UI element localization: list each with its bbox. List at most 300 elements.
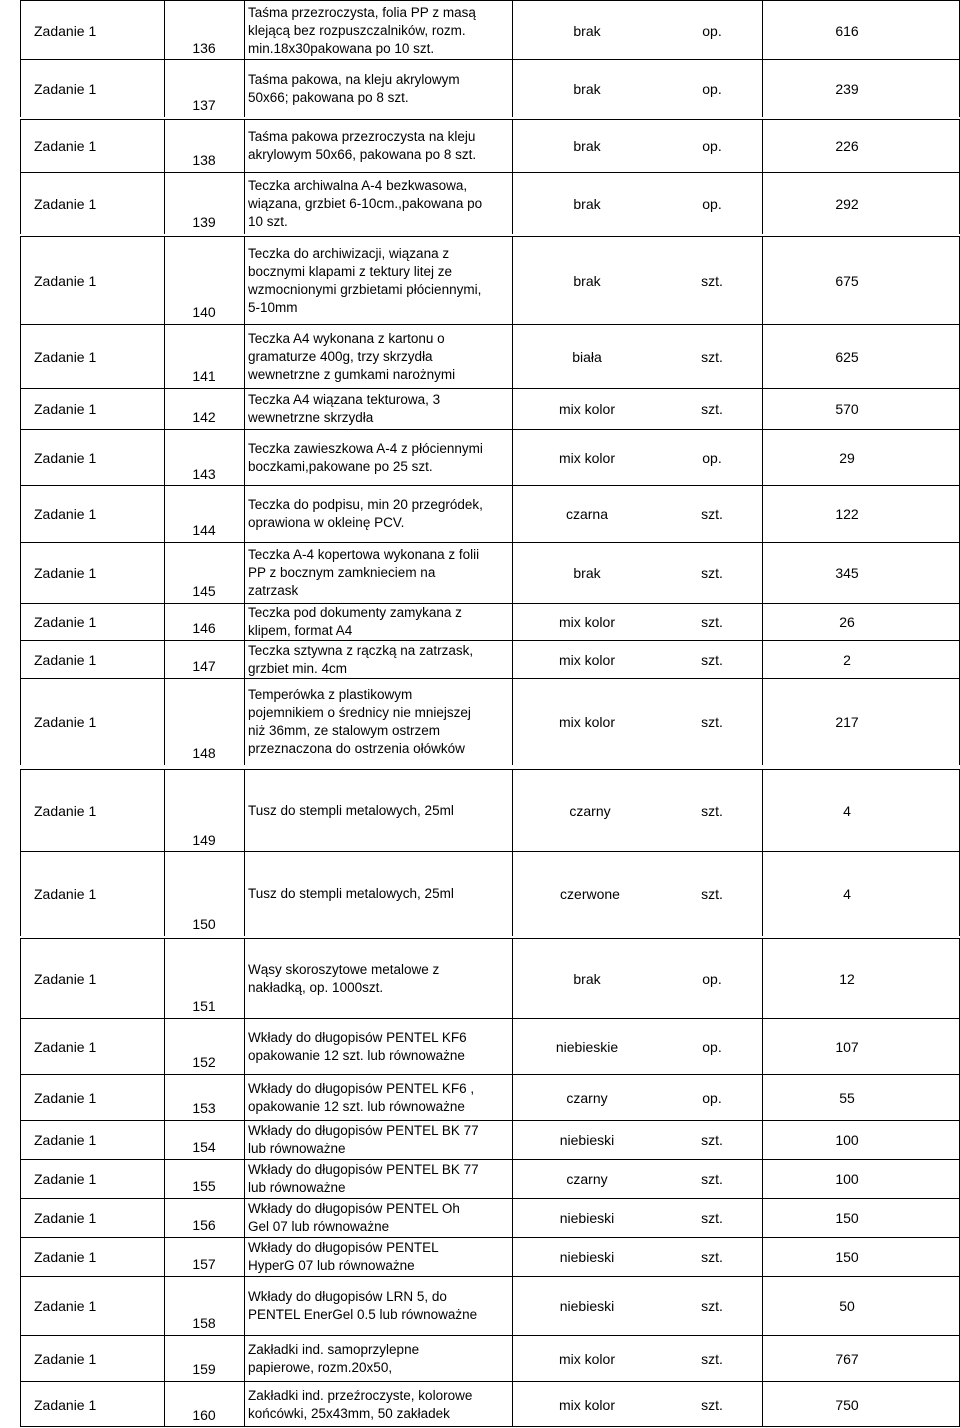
item-unit-text: op. <box>702 1089 722 1106</box>
task-cell <box>20 120 164 172</box>
item-description <box>248 325 508 388</box>
item-color-text: biała <box>572 348 602 365</box>
item-description-text: Taśma pakowa przezroczysta na kleju akrylowym 50x66, pakowana po 8 szt. <box>248 129 477 162</box>
column-divider <box>20 1336 21 1381</box>
item-description <box>248 1199 508 1237</box>
item-number <box>164 173 244 234</box>
item-quantity-text: 217 <box>835 714 859 730</box>
item-description-text: Tusz do stempli metalowych, 25ml <box>248 886 454 901</box>
item-number <box>164 1160 244 1198</box>
item-number <box>164 237 244 324</box>
table-row <box>0 1075 960 1120</box>
task-cell-text: Zadanie 1 <box>34 1132 97 1148</box>
column-divider <box>762 1 763 60</box>
item-color <box>512 939 662 1018</box>
column-divider <box>762 1382 763 1427</box>
item-description <box>248 173 508 234</box>
column-divider <box>244 1075 245 1120</box>
column-divider <box>164 325 165 388</box>
item-description <box>248 770 548 852</box>
item-unit-text: op. <box>702 22 722 39</box>
table-row <box>0 237 960 324</box>
item-unit-text: op. <box>702 138 722 154</box>
column-divider <box>20 1277 21 1335</box>
column-divider <box>164 173 165 234</box>
table-row <box>0 1382 960 1427</box>
item-color <box>512 237 662 324</box>
item-unit-text: szt. <box>701 1249 723 1265</box>
item-quantity <box>762 1336 932 1381</box>
item-color-text: czarny <box>569 803 611 819</box>
column-divider <box>244 679 245 765</box>
item-number-text: 149 <box>192 832 216 848</box>
column-divider <box>244 543 245 603</box>
item-unit <box>662 325 762 388</box>
item-quantity-text: 226 <box>835 138 859 154</box>
column-divider <box>164 641 165 678</box>
item-quantity <box>762 389 932 429</box>
item-color <box>512 1019 662 1074</box>
task-cell <box>20 1075 164 1120</box>
column-divider <box>164 1382 165 1427</box>
table-row <box>0 852 960 936</box>
item-quantity <box>762 1121 932 1159</box>
item-color-text: niebieskie <box>555 1038 619 1055</box>
item-unit <box>662 679 762 765</box>
column-divider <box>762 641 763 678</box>
item-description <box>248 430 508 486</box>
item-description-text: Teczka A-4 kopertowa wykonana z folii PP z bocznym zamknieciem na zatrzask <box>248 547 480 598</box>
item-color <box>512 543 662 603</box>
item-description <box>248 237 508 324</box>
column-divider <box>512 237 513 324</box>
item-color <box>512 325 662 388</box>
column-divider <box>244 1382 245 1427</box>
item-quantity <box>762 173 932 234</box>
item-quantity-text: 675 <box>835 272 859 289</box>
column-divider <box>244 604 245 640</box>
item-unit-text: op. <box>702 1038 722 1055</box>
item-description-text: Zakładki ind. przeźroczyste, kolorowe końcówki, 25x43mm, 50 zakładek <box>248 1387 473 1421</box>
item-quantity-text: 55 <box>839 1089 855 1106</box>
item-quantity-text: 12 <box>839 970 855 987</box>
item-number-text: 157 <box>192 1256 216 1272</box>
item-quantity-text: 4 <box>843 803 851 819</box>
item-unit <box>662 60 762 117</box>
task-cell-text: Zadanie 1 <box>34 803 97 819</box>
task-cell <box>20 237 164 324</box>
item-description-text: Tusz do stempli metalowych, 25ml <box>248 803 454 818</box>
item-quantity <box>762 604 932 640</box>
item-quantity-text: 26 <box>839 614 855 630</box>
item-color-text: niebieski <box>559 1298 615 1314</box>
task-cell <box>20 389 164 429</box>
task-cell-text: Zadanie 1 <box>34 1089 97 1106</box>
table-row <box>0 1238 960 1276</box>
table-row <box>0 1336 960 1381</box>
column-divider <box>164 237 165 324</box>
column-divider <box>20 604 21 640</box>
item-color <box>512 1160 662 1198</box>
item-description-text: Teczka pod dokumenty zamykana z klipem, format A4 <box>248 605 462 638</box>
item-description <box>248 1277 508 1335</box>
column-divider <box>762 486 763 542</box>
column-divider <box>164 120 165 172</box>
table-row <box>0 1121 960 1159</box>
item-quantity-text: 122 <box>835 506 859 522</box>
column-divider <box>244 1019 245 1074</box>
task-cell <box>20 60 164 117</box>
item-number-text: 142 <box>192 409 216 425</box>
item-number-text: 154 <box>192 1139 216 1155</box>
task-cell-text: Zadanie 1 <box>34 272 97 289</box>
column-divider <box>244 1277 245 1335</box>
column-divider <box>164 1 165 60</box>
task-cell-text: Zadanie 1 <box>34 614 97 630</box>
task-cell <box>20 679 164 765</box>
item-description <box>248 1075 508 1120</box>
item-quantity <box>762 120 932 172</box>
item-number <box>164 60 244 117</box>
column-divider <box>762 173 763 234</box>
item-quantity-text: 616 <box>835 22 859 39</box>
table-row <box>0 325 960 388</box>
column-divider <box>762 1121 763 1159</box>
column-divider <box>20 1019 21 1074</box>
column-divider <box>762 237 763 324</box>
task-cell <box>20 430 164 486</box>
item-number <box>164 852 244 936</box>
column-divider <box>762 120 763 172</box>
item-number <box>164 939 244 1018</box>
item-number <box>164 641 244 678</box>
column-divider <box>244 389 245 429</box>
item-description-text: Teczka A4 wiązana tekturowa, 3 wewnetrzne skrzydła <box>248 392 441 425</box>
item-number-text: 143 <box>192 466 216 482</box>
item-quantity-text: 2 <box>843 651 851 668</box>
column-divider <box>20 120 21 172</box>
table-row <box>0 389 960 429</box>
item-color-text: brak <box>573 565 601 581</box>
column-divider <box>164 939 165 1018</box>
item-quantity-text: 239 <box>835 80 859 97</box>
item-number-text: 139 <box>192 214 216 230</box>
column-divider <box>244 120 245 172</box>
task-cell-text: Zadanie 1 <box>34 450 97 466</box>
item-color-text: czarna <box>565 506 609 522</box>
column-divider <box>244 325 245 388</box>
item-color <box>512 1 662 60</box>
item-number-text: 148 <box>192 745 216 761</box>
item-description <box>248 939 508 1018</box>
column-divider <box>762 543 763 603</box>
item-description-text: Wkłady do długopisów PENTEL Oh Gel 07 lub równoważne <box>248 1201 460 1234</box>
table-row <box>0 1160 960 1198</box>
task-cell-text: Zadanie 1 <box>34 1396 97 1413</box>
task-cell <box>20 1336 164 1381</box>
item-number <box>164 325 244 388</box>
column-divider <box>762 389 763 429</box>
table-row <box>0 770 960 852</box>
item-number-text: 137 <box>192 97 216 113</box>
item-quantity <box>762 1277 932 1335</box>
item-description <box>248 604 508 640</box>
item-unit-text: szt. <box>701 506 723 522</box>
column-divider <box>20 1160 21 1198</box>
item-unit-text: szt. <box>701 714 723 730</box>
column-divider <box>512 1 513 60</box>
task-cell-text: Zadanie 1 <box>34 1171 97 1187</box>
item-color-text: mix kolor <box>558 450 615 466</box>
column-divider <box>164 1336 165 1381</box>
item-unit-text: szt. <box>701 272 723 289</box>
item-unit <box>662 389 762 429</box>
column-divider <box>512 604 513 640</box>
task-cell-text: Zadanie 1 <box>34 348 97 365</box>
item-color <box>520 770 660 852</box>
task-cell <box>20 939 164 1018</box>
item-description-text: Teczka zawieszkowa A-4 z płóciennymi boczkami,pakowane po 25 szt. <box>248 441 483 474</box>
column-divider <box>164 1019 165 1074</box>
item-color-text: brak <box>573 970 601 987</box>
column-divider <box>244 1336 245 1381</box>
column-divider <box>512 543 513 603</box>
item-number-text: 141 <box>192 368 216 384</box>
column-divider <box>164 770 165 852</box>
item-color <box>512 1075 662 1120</box>
column-divider <box>512 1277 513 1335</box>
item-quantity-text: 107 <box>835 1038 859 1055</box>
task-cell <box>20 173 164 234</box>
item-number-text: 159 <box>192 1361 216 1377</box>
item-quantity-text: 50 <box>839 1298 855 1314</box>
item-unit-text: szt. <box>701 614 723 630</box>
item-unit-text: szt. <box>701 1298 723 1314</box>
item-quantity-text: 292 <box>835 195 859 212</box>
task-cell <box>20 1019 164 1074</box>
column-divider <box>762 325 763 388</box>
item-number-text: 151 <box>192 998 216 1014</box>
item-color-text: czarny <box>566 1089 608 1106</box>
task-cell <box>20 770 164 852</box>
task-cell-text: Zadanie 1 <box>34 714 97 730</box>
item-unit <box>662 1277 762 1335</box>
item-quantity-text: 150 <box>835 1249 859 1265</box>
column-divider <box>164 1238 165 1276</box>
item-number-text: 152 <box>192 1054 216 1070</box>
table-row <box>0 543 960 603</box>
item-number <box>164 770 244 852</box>
column-divider <box>20 641 21 678</box>
column-divider <box>164 389 165 429</box>
item-unit <box>662 852 762 936</box>
table-row <box>0 60 960 117</box>
item-quantity <box>762 430 932 486</box>
item-quantity <box>762 679 932 765</box>
item-unit-text: szt. <box>701 348 723 365</box>
column-divider <box>20 679 21 765</box>
column-divider <box>244 173 245 234</box>
item-description <box>248 1382 508 1427</box>
task-cell <box>20 1121 164 1159</box>
column-divider <box>244 852 245 936</box>
column-divider <box>512 120 513 172</box>
item-color-text: mix kolor <box>558 1396 615 1413</box>
column-divider <box>20 430 21 486</box>
item-unit-text: op. <box>702 970 722 987</box>
item-unit <box>662 1121 762 1159</box>
item-unit <box>662 641 762 678</box>
column-divider <box>164 1277 165 1335</box>
task-cell <box>20 1 164 60</box>
column-divider <box>762 60 763 117</box>
item-number-text: 160 <box>192 1407 216 1423</box>
table-row <box>0 1199 960 1237</box>
item-unit-text: szt. <box>701 1132 723 1148</box>
item-unit-text: op. <box>702 80 722 97</box>
column-divider <box>512 679 513 765</box>
item-quantity-text: 150 <box>835 1210 859 1226</box>
task-cell-text: Zadanie 1 <box>34 22 97 39</box>
item-description-text: Teczka do podpisu, min 20 przegródek, oprawiona w okleinę PCV. <box>248 497 483 530</box>
column-divider <box>762 1019 763 1074</box>
task-cell-text: Zadanie 1 <box>34 1298 97 1314</box>
column-divider <box>20 543 21 603</box>
column-divider <box>20 1382 21 1427</box>
item-number-text: 150 <box>192 916 216 932</box>
column-divider <box>512 1121 513 1159</box>
item-number-text: 153 <box>192 1100 216 1116</box>
item-description-text: Teczka do archiwizacji, wiązana z bocznymi klapami z tektury litej ze wzmocnionymi grzbietami płóciennymi, 5-10mm <box>248 245 482 315</box>
task-cell-text: Zadanie 1 <box>34 1210 97 1226</box>
task-cell-text: Zadanie 1 <box>34 506 97 522</box>
column-divider <box>512 641 513 678</box>
table-row <box>0 939 960 1018</box>
item-quantity <box>762 1075 932 1120</box>
item-number <box>164 430 244 486</box>
item-unit-text: szt. <box>701 1210 723 1226</box>
column-divider <box>20 939 21 1018</box>
item-color <box>512 604 662 640</box>
column-divider <box>20 173 21 234</box>
column-divider <box>244 486 245 542</box>
item-unit-text: op. <box>702 195 722 212</box>
column-divider <box>512 173 513 234</box>
column-divider <box>164 679 165 765</box>
item-quantity <box>762 1160 932 1198</box>
column-divider <box>20 852 21 936</box>
item-number <box>164 1019 244 1074</box>
item-description-text: Teczka A4 wykonana z kartonu o gramaturze 400g, trzy skrzydła wewnetrzne z gumkami narożnymi <box>248 330 456 382</box>
table-row <box>0 641 960 678</box>
item-color <box>512 389 662 429</box>
item-unit-text: szt. <box>701 651 723 668</box>
item-unit-text: szt. <box>701 401 723 417</box>
item-description <box>248 1121 508 1159</box>
column-divider <box>164 604 165 640</box>
column-divider <box>512 1019 513 1074</box>
item-color <box>512 486 662 542</box>
item-color-text: brak <box>573 138 601 154</box>
column-divider <box>164 1121 165 1159</box>
item-quantity-text: 100 <box>835 1171 859 1187</box>
item-color <box>512 1336 662 1381</box>
item-color-text: brak <box>573 195 601 212</box>
item-unit <box>662 543 762 603</box>
item-quantity-text: 625 <box>835 348 859 365</box>
item-color <box>512 679 662 765</box>
column-divider <box>20 1075 21 1120</box>
item-color <box>512 60 662 117</box>
column-divider <box>512 1238 513 1276</box>
task-cell-text: Zadanie 1 <box>34 970 97 987</box>
item-description <box>248 1160 508 1198</box>
column-divider <box>762 939 763 1018</box>
task-cell-text: Zadanie 1 <box>34 195 97 212</box>
item-unit <box>662 173 762 234</box>
table-row <box>0 430 960 486</box>
task-cell <box>20 641 164 678</box>
column-divider <box>20 1 21 60</box>
item-unit <box>662 120 762 172</box>
column-divider <box>20 1199 21 1237</box>
item-description-text: Wkłady do długopisów PENTEL KF6 , opakowanie 12 szt. lub równoważne <box>248 1080 475 1114</box>
item-quantity <box>762 1238 932 1276</box>
column-divider <box>762 1199 763 1237</box>
column-divider <box>244 1160 245 1198</box>
task-cell <box>20 1277 164 1335</box>
task-cell <box>20 1382 164 1427</box>
item-number <box>164 679 244 765</box>
item-color <box>512 1277 662 1335</box>
item-unit-text: szt. <box>701 886 723 902</box>
item-quantity-text: 29 <box>839 450 855 466</box>
column-divider <box>762 1238 763 1276</box>
item-unit <box>662 1019 762 1074</box>
item-number <box>164 486 244 542</box>
item-unit <box>662 1238 762 1276</box>
item-number <box>164 1336 244 1381</box>
item-number <box>164 1199 244 1237</box>
task-cell-text: Zadanie 1 <box>34 1249 97 1265</box>
item-quantity <box>762 486 932 542</box>
item-number-text: 156 <box>192 1217 216 1233</box>
column-divider <box>762 1336 763 1381</box>
column-divider <box>512 939 513 1018</box>
item-number <box>164 120 244 172</box>
item-description <box>248 641 508 678</box>
table-row <box>0 120 960 172</box>
item-description-text: Taśma pakowa, na kleju akrylowym 50x66; pakowana po 8 szt. <box>248 71 460 105</box>
item-unit-text: op. <box>702 450 722 466</box>
item-quantity <box>762 770 932 852</box>
item-number <box>164 1277 244 1335</box>
item-color <box>512 641 662 678</box>
task-cell-text: Zadanie 1 <box>34 1038 97 1055</box>
column-divider <box>244 1121 245 1159</box>
item-color <box>520 852 660 936</box>
item-description-text: Taśma przezroczysta, folia PP z masą klejącą bez rozpuszczalników, rozm. min.18x30pakowana po 10 szt. <box>248 4 476 56</box>
item-quantity <box>762 939 932 1018</box>
item-color-text: brak <box>573 22 601 39</box>
item-quantity-text: 570 <box>835 401 859 417</box>
column-divider <box>512 1160 513 1198</box>
item-quantity <box>762 325 932 388</box>
item-quantity <box>762 237 932 324</box>
item-color-text: niebieski <box>559 1210 615 1226</box>
item-description <box>248 679 508 765</box>
item-number-text: 146 <box>192 620 216 636</box>
